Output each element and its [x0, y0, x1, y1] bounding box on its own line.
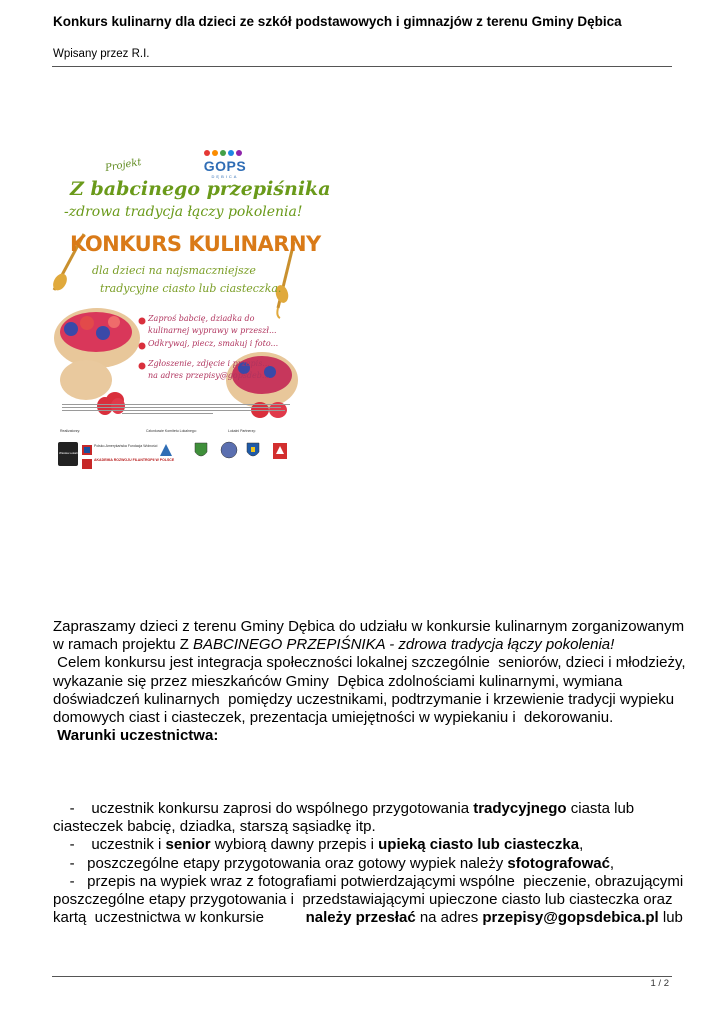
strawberry-bullet-icon — [138, 362, 146, 370]
page-number: 1 / 2 — [650, 978, 669, 989]
article-body — [53, 618, 686, 745]
list-item-continuation: ciasteczek babcię, dziadka, starszą sąsiadkę itp. — [53, 818, 376, 836]
conditions-list — [53, 800, 693, 927]
lgd-logo-icon — [158, 442, 174, 458]
poster-bullet: Zaproś babcię, dziadka do — [148, 314, 255, 323]
list-item-continuation: poszczególne etapy przygotowania i przedstawiającymi upieczone ciasto lub ciasteczka oraz — [53, 891, 673, 909]
poster-bullet: Zgłoszenie, zdjęcie i przepis... — [148, 359, 270, 368]
paragraph-line: Celem konkursu jest integracja społeczności lokalnej szczególnie seniorów, dzieci i młodzieży, — [53, 654, 686, 672]
poster-footer-label: Członkowie Komitetu Lokalnego: — [146, 429, 197, 433]
wioska-lokalna-logo: Wioska Lokalna — [58, 442, 78, 466]
poster-bullet: Odkrywaj, piecz, smakuj i foto... — [148, 339, 279, 348]
paragraph-line: domowych ciast i ciasteczek, prezentacja umiejętności w wypiekaniu i dekorowaniu. — [53, 709, 614, 727]
list-item: - uczestnik konkursu zaprosi do wspólnego przygotowania tradycyjnego ciasta lub — [53, 800, 635, 817]
list-item: - uczestnik i senior wybiorą dawny przepis i upieką ciasto lub ciasteczka, — [53, 836, 584, 854]
paragraph-line: doświadczeń kulinarnych pomiędzy uczestnikami, podtrzymanie i krzewienie tradycji wypieku — [53, 690, 675, 708]
footer-divider — [52, 976, 672, 977]
arfp-logo: AKADEMIA ROZWOJU FILANTROPII W POLSCE — [82, 456, 138, 466]
poster-footer-label: Realizatorzy: — [60, 429, 81, 433]
list-item: - poszczególne etapy przygotowania oraz gotowy wypiek należy sfotografować, — [53, 854, 615, 872]
strawberry-bullet-icon — [138, 317, 146, 325]
paragraph-line: w ramach projektu Z BABCINEGO PRZEPIŚNIKA - zdrowa tradycja łączy pokolenia! — [53, 636, 615, 654]
gops-logo: GOPS DĘBICA — [200, 150, 250, 180]
poster-headline: KONKURS KULINARNY — [70, 232, 321, 256]
list-item-continuation: kartą uczestnictwa w konkursie należy przesłać na adres przepisy@gopsdebica.pl lub — [53, 909, 683, 927]
strawberry-bullet-icon — [138, 342, 146, 350]
poster-projekt-label: Projekt — [104, 156, 143, 175]
poster-subheadline-2: tradycyjne ciasto lub ciasteczka. — [100, 282, 282, 295]
poster-title: Z babcinego przepiśnika — [70, 178, 331, 200]
pafw-logo: Polsko-Amerykańska Fundacja Wolności — [82, 442, 138, 452]
paragraph-line: Zapraszamy dzieci z terenu Gminy Dębica do udziału w konkursie kulinarnym zorganizowanym — [53, 618, 685, 635]
email-link[interactable]: przepisy@gopsdebica.pl — [482, 909, 659, 927]
poster-bullet: kulinarnej wyprawy w przeszł... — [148, 326, 277, 335]
poster-fine-print — [62, 402, 290, 422]
coat-of-arms-icon — [272, 442, 288, 460]
coat-of-arms-icon — [246, 442, 260, 460]
poster-subheadline-1: dla dzieci na najsmaczniejsze — [92, 264, 256, 277]
coat-of-arms-icon — [194, 442, 208, 460]
author-line: Wpisany przez R.I. — [53, 48, 150, 60]
poster-footer-label: Lokalni Partnerzy: — [228, 429, 257, 433]
header-divider — [52, 66, 672, 67]
coat-of-arms-icon — [220, 440, 238, 460]
paragraph-line: wykazanie się przez mieszkańców Gminy Dębica zdolnościami kulinarnymi, wymiana — [53, 672, 623, 690]
page-title: Konkurs kulinarny dla dzieci ze szkół podstawowych i gimnazjów z terenu Gminy Dębica — [53, 14, 622, 29]
conditions-heading: Warunki uczestnictwa: — [53, 727, 219, 745]
poster-bullet: na adres przepisy@gopsdeb... — [148, 371, 270, 380]
contest-poster — [50, 130, 331, 476]
project-name: BABCINEGO PRZEPIŚNIKA - zdrowa tradycja łączy pokolenia! — [193, 636, 615, 654]
list-item: - przepis na wypiek wraz z fotografiami potwierdzającymi wspólne pieczenie, obrazującymi — [53, 872, 684, 890]
poster-subtitle: -zdrowa tradycja łączy pokolenia! — [64, 204, 303, 220]
